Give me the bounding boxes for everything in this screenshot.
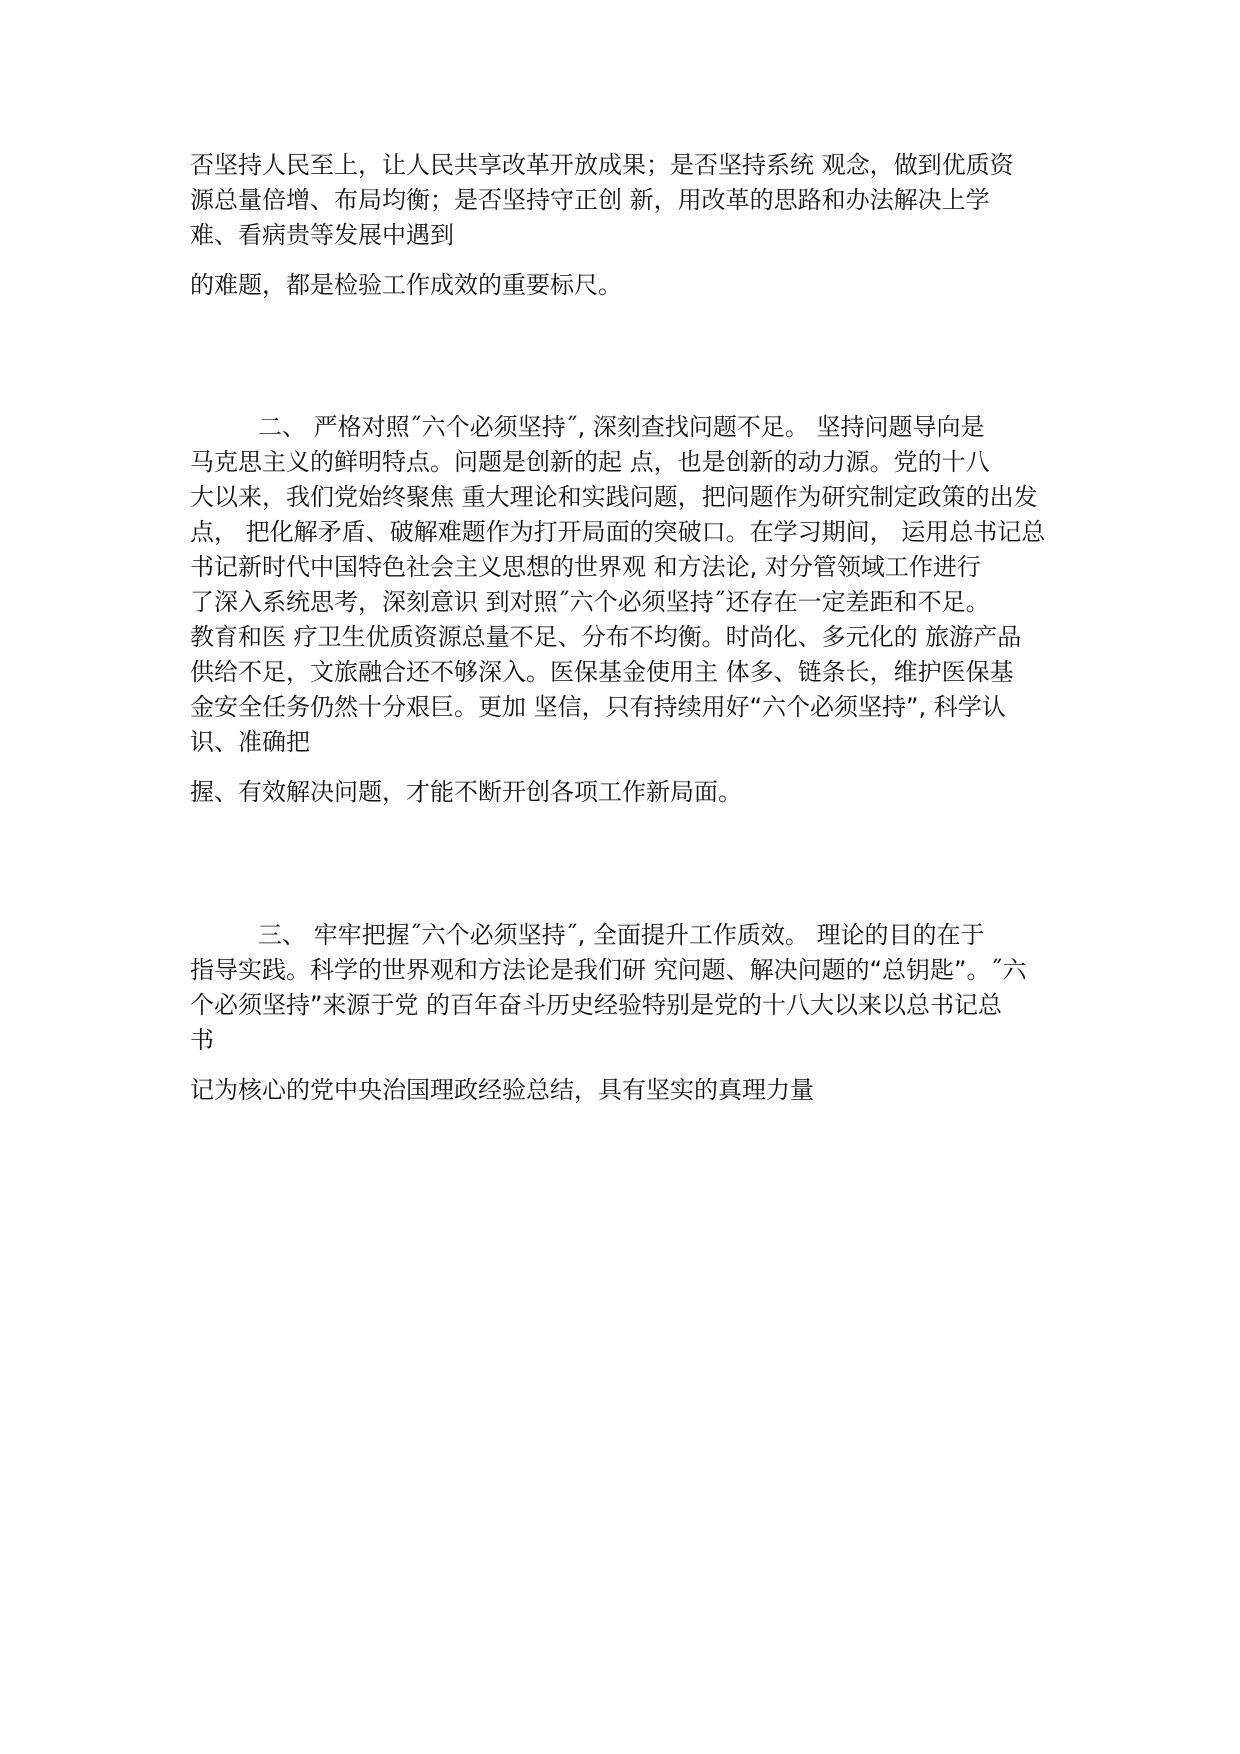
paragraph-line: 识、准确把 <box>190 728 310 756</box>
paragraph-line: 教育和医 疗卫生优质资源总量不足、分布不均衡。时尚化、多元化的 旅游产品 <box>190 623 1022 651</box>
section-heading-line: 二、 严格对照˝六个必须坚持˝, 深刻查找问题不足。 坚持问题导向是 <box>258 413 985 441</box>
paragraph-line: 的难题，都是检验工作成效的重要标尺。 <box>190 271 622 299</box>
paragraph-line: 点， 把化解矛盾、破解难题作为打开局面的突破口。在学习期间， 运用总书记总 <box>190 518 1046 546</box>
paragraph-line: 源总量倍增、布局均衡；是否坚持守正创 新，用改革的思路和办法解决上学 <box>190 186 990 214</box>
paragraph-line: 否坚持人民至上，让人民共享改革开放成果；是否坚持系统 观念，做到优质资 <box>190 151 1014 179</box>
paragraph-line: 供给不足，文旅融合还不够深入。医保基金使用主 体多、链条长，维护医保基 <box>190 658 1014 686</box>
paragraph-line: 大以来，我们党始终聚焦 重大理论和实践问题，把问题作为研究制定政策的出发 <box>190 483 1038 511</box>
paragraph-line: 记为核心的党中央治国理政经验总结，具有坚实的真理力量 <box>190 1076 814 1104</box>
section-heading-line: 三、 牢牢把握˝六个必须坚持˝, 全面提升工作质效。 理论的目的在于 <box>258 921 985 949</box>
paragraph-line: 马克思主义的鲜明特点。问题是创新的起 点，也是创新的动力源。党的十八 <box>190 448 990 476</box>
paragraph-line: 难、看病贵等发展中遇到 <box>190 221 454 249</box>
paragraph-line: 金安全任务仍然十分艰巨。更加 坚信，只有持续用好“六个必须坚持”, 科学认 <box>190 693 1006 721</box>
paragraph-line: 指导实践。科学的世界观和方法论是我们研 究问题、解决问题的“总钥匙”。˝六 <box>190 956 1027 984</box>
paragraph-line: 书记新时代中国特色社会主义思想的世界观 和方法论, 对分管领域工作进行 <box>190 553 981 581</box>
paragraph-line: 握、有效解决问题，才能不断开创各项工作新局面。 <box>190 778 742 806</box>
paragraph-line: 书 <box>190 1026 214 1054</box>
paragraph-line: 个必须坚持”来源于党 的百年奋斗历史经验特别是党的十八大以来以总书记总 <box>190 991 1003 1019</box>
paragraph-line: 了深入系统思考，深刻意识 到对照˝六个必须坚持˝还存在一定差距和不足。 <box>190 588 990 616</box>
